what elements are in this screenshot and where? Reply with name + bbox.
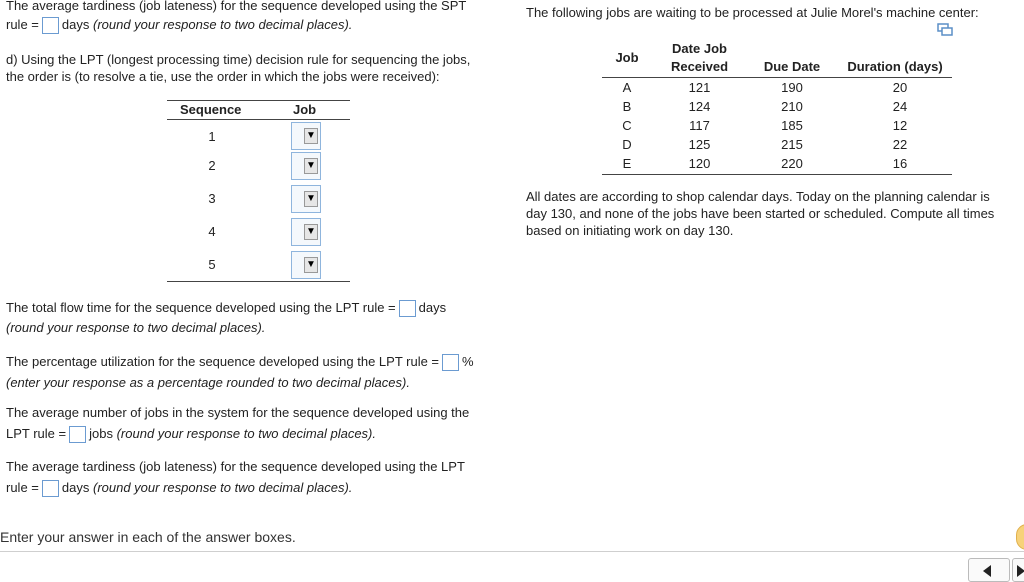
- cell-job: B: [622, 99, 632, 114]
- cell-received: 117: [689, 118, 710, 133]
- jobs-intro: The following jobs are waiting to be processed at Julie Morel's machine center:: [526, 5, 979, 20]
- spt-tardiness-text: [6, 0, 466, 15]
- header-received: Received: [670, 59, 729, 74]
- cell-due: 215: [781, 137, 803, 152]
- header-job: Job: [615, 50, 639, 65]
- cell-received: 120: [688, 156, 711, 171]
- flow-time-line: [6, 299, 446, 317]
- lpt-tardiness-note: (round your response to two decimal places).: [92, 480, 353, 495]
- header-received-top: Date Job: [672, 41, 727, 56]
- prev-button[interactable]: [968, 558, 1010, 582]
- chevron-down-icon: ▼: [304, 224, 318, 240]
- chevron-down-icon: ▼: [304, 158, 318, 174]
- copy-icon[interactable]: [937, 23, 953, 37]
- cell-duration: 16: [892, 156, 908, 171]
- cell-received: 121: [688, 80, 711, 95]
- utilization-line: [6, 353, 474, 371]
- sequence-number: 2: [208, 158, 216, 173]
- job-dropdown-5[interactable]: [291, 251, 321, 279]
- cell-duration: 24: [892, 99, 908, 114]
- sequence-number: 5: [208, 257, 216, 272]
- cell-job: E: [622, 156, 632, 171]
- job-dropdown-3[interactable]: [291, 185, 321, 213]
- lpt-tardiness-prefix: rule =: [6, 480, 39, 495]
- flow-time-input[interactable]: [399, 300, 416, 317]
- avg-jobs-answer-line: [6, 425, 376, 443]
- cell-duration: 22: [892, 137, 908, 152]
- sequence-number: 3: [208, 191, 216, 206]
- jobs-note-line1: All dates are according to shop calendar days. Today on the planning calendar is: [526, 189, 990, 204]
- cell-due: 220: [781, 156, 803, 171]
- sequence-table-bottom-rule: [167, 281, 350, 282]
- jobs-note-line2: day 130, and none of the jobs have been started or scheduled. Compute all times: [526, 206, 995, 221]
- chevron-right-icon: [1013, 559, 1024, 577]
- cell-received: 124: [688, 99, 711, 114]
- part-d-line2: the order is (to resolve a tie, use the order in which the jobs were received):: [6, 69, 440, 84]
- job-dropdown-1[interactable]: [291, 122, 321, 150]
- chevron-down-icon: ▼: [304, 191, 318, 207]
- cell-due: 210: [781, 99, 803, 114]
- part-d-line1: d) Using the LPT (longest processing time) decision rule for sequencing the jobs,: [6, 52, 471, 67]
- sequence-table-header: [167, 100, 350, 120]
- avg-jobs-input[interactable]: [69, 426, 86, 443]
- utilization-note: (enter your response as a percentage rounded to two decimal places).: [6, 375, 410, 390]
- avg-jobs-note: (round your response to two decimal places).: [116, 426, 376, 441]
- cell-due: 185: [781, 118, 803, 133]
- avg-jobs-unit: jobs: [89, 426, 113, 441]
- utilization-unit: %: [462, 354, 474, 369]
- job-dropdown-2[interactable]: [291, 152, 321, 180]
- footer-instruction: Enter your answer in each of the answer boxes.: [0, 529, 296, 545]
- spt-tardiness-input[interactable]: [42, 17, 59, 34]
- sequence-number: 1: [208, 129, 216, 144]
- lpt-tardiness-unit: days: [61, 480, 90, 495]
- lpt-tardiness-answer-line: [6, 479, 352, 497]
- utilization-prefix: The percentage utilization for the sequence developed using the LPT rule =: [6, 354, 440, 369]
- spt-tardiness-unit: days: [61, 17, 90, 32]
- jobs-note-line3: based on initiating work on day 130.: [526, 223, 734, 238]
- col-job: Job: [293, 102, 317, 117]
- next-button[interactable]: [1012, 558, 1024, 582]
- cell-job: D: [622, 137, 632, 152]
- flow-time-unit: days: [418, 300, 447, 315]
- header-duration: Duration (days): [847, 59, 943, 74]
- lpt-tardiness-input[interactable]: [42, 480, 59, 497]
- chevron-down-icon: ▼: [304, 257, 318, 273]
- avg-jobs-line1: The average number of jobs in the system for the sequence developed using the: [6, 405, 470, 420]
- utilization-input[interactable]: [442, 354, 459, 371]
- flow-time-prefix: The total flow time for the sequence developed using the LPT rule =: [6, 300, 396, 315]
- jobs-bottom-rule: [602, 174, 952, 175]
- flow-time-note: (round your response to two decimal places).: [6, 320, 266, 335]
- cell-due: 190: [781, 80, 803, 95]
- cell-duration: 12: [892, 118, 908, 133]
- job-dropdown-4[interactable]: [291, 218, 321, 246]
- col-sequence: Sequence: [180, 102, 242, 117]
- spt-tardiness-answer-line: [6, 16, 352, 34]
- spt-tardiness-note: (round your response to two decimal places).: [92, 17, 353, 32]
- footer-divider: [0, 551, 1024, 552]
- spt-tardiness-prefix: rule =: [6, 17, 39, 32]
- cell-job: C: [622, 118, 632, 133]
- chevron-left-icon: [969, 559, 1009, 577]
- cell-duration: 20: [892, 80, 908, 95]
- header-due-date: Due Date: [763, 59, 821, 74]
- help-tab[interactable]: [1016, 524, 1024, 550]
- lpt-tardiness-line1: The average tardiness (job lateness) for the sequence developed using the LPT: [6, 459, 465, 474]
- cell-received: 125: [688, 137, 711, 152]
- cell-job: A: [622, 80, 632, 95]
- spt-tardiness-line1: The average tardiness (job lateness) for the sequence developed using the SPT: [6, 0, 467, 13]
- avg-jobs-prefix: LPT rule =: [6, 426, 67, 441]
- chevron-down-icon: ▼: [304, 128, 318, 144]
- sequence-number: 4: [208, 224, 216, 239]
